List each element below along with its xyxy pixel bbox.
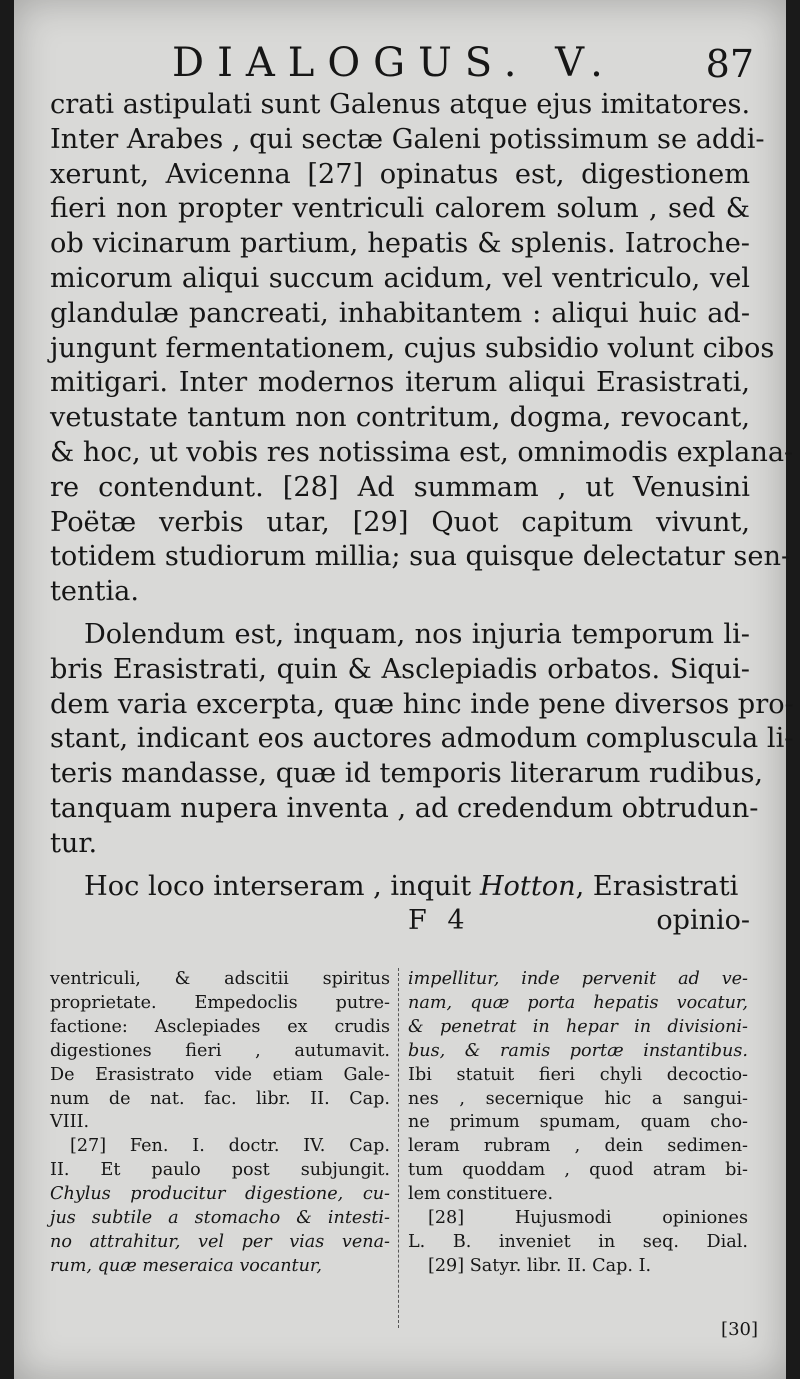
footnotes-left-column <box>50 968 390 1279</box>
footnote-line: impellitur, inde pervenit ad ve- <box>408 969 748 989</box>
paragraph-1-line: mitigari. Inter modernos iterum aliqui Erasistrati, <box>50 367 750 399</box>
signature-mark: F 4 <box>408 905 471 937</box>
footnote-line: lem constituere. <box>408 1184 554 1205</box>
paragraph-1-line: re contendunt. [28] Ad summam , ut Venusini <box>50 471 750 503</box>
page-header <box>14 40 786 90</box>
footnote-line: no attrahitur, vel per vias vena- <box>50 1231 390 1252</box>
footnote-line: factione: Asclepiades ex crudis <box>50 1016 390 1037</box>
footnotes-right-column <box>408 968 748 1279</box>
footnote-line: leram rubram , dein sedimen- <box>408 1136 748 1157</box>
footnote-line: num de nat. fac. libr. II. Cap. <box>50 1088 390 1109</box>
paragraph-3-start: Hoc loco interseram , inquit <box>84 870 472 902</box>
paragraph-1-line: tentia. <box>50 576 139 608</box>
paragraph-1-line: crati astipulati sunt Galenus atque ejus imitatores. <box>50 89 751 120</box>
paragraph-1-line: ob vicinarum partium, hepatis & splenis. Iatroche- <box>50 228 750 260</box>
footnote-line: tum quoddam , quod atram bi- <box>408 1160 748 1181</box>
footnote-line: rum, quæ meseraica vocantur, <box>50 1255 323 1276</box>
footnote-line: proprietate. Empedoclis putre- <box>50 992 390 1013</box>
footnote-line: nam, quæ porta hepatis vocatur, <box>408 992 748 1013</box>
book-page <box>14 0 794 1379</box>
footnote-line: jus subtile a stomacho & intesti- <box>50 1208 390 1229</box>
paragraph-2-line: Dolendum est, inquam, nos injuria temporum li- <box>84 618 750 650</box>
catchword: opinio- <box>656 905 750 937</box>
paragraph-2-line: bris Erasistrati, quin & Asclepiadis orbatos. Siqui- <box>50 653 750 685</box>
footnote-line: II. Et paulo post subjungit. <box>50 1160 390 1181</box>
page-number: 87 <box>705 42 754 86</box>
footnote-line: bus, & ramis portæ instantibus. <box>408 1040 748 1061</box>
paragraph-2-line: stant, indicant eos auctores admodum compluscula li- <box>50 723 794 755</box>
footnote-line: & penetrat in hepar in divisioni- <box>408 1016 748 1037</box>
paragraph-2-line: teris mandasse, quæ id temporis literarum rudibus, <box>50 758 764 790</box>
signature-row <box>50 904 750 940</box>
paragraph-1-line: glandulæ pancreati, inhabitantem : aliqui huic ad- <box>50 297 750 329</box>
paragraph-2-line: dem varia excerpta, quæ hinc inde pene diversos pro- <box>50 688 794 720</box>
footnote-line: L. B. inveniet in seq. Dial. <box>408 1231 748 1252</box>
paragraph-1 <box>50 88 794 610</box>
paragraph-1-line: micorum aliqui succum acidum, vel ventriculo, vel <box>50 262 750 294</box>
paragraph-2 <box>50 618 794 862</box>
footnote-line: VIII. <box>50 1112 90 1133</box>
author-name: Hotton <box>479 870 576 902</box>
paragraph-2-line: tanquam nupera inventa , ad credendum obtrudun- <box>50 792 759 824</box>
footnote-line: [29] Satyr. libr. II. Cap. I. <box>428 1255 652 1276</box>
paragraph-1-line: & hoc, ut vobis res notissima est, omnimodis explana- <box>50 436 794 468</box>
footnote-catchword: [30] <box>721 1319 758 1340</box>
main-text <box>50 88 794 940</box>
footnote-line: [28] Hujusmodi opiniones <box>428 1208 748 1229</box>
footnote-line: Ibi statuit fieri chyli decoctio- <box>408 1064 748 1085</box>
paragraph-1-line: Poëtæ verbis utar, [29] Quot capitum vivunt, <box>50 506 750 538</box>
footnote-line: ventriculi, & adscitii spiritus <box>50 969 390 989</box>
column-divider <box>398 968 400 1328</box>
paragraph-1-line: Inter Arabes , qui sectæ Galeni potissimum se addi- <box>50 123 765 155</box>
running-title: DIALOGUS. V. <box>172 40 616 86</box>
paragraph-2-line: tur. <box>50 827 98 859</box>
paragraph-3-line <box>50 870 750 905</box>
footnote-line: ne primum spumam, quam cho- <box>408 1112 748 1133</box>
paragraph-3-end: , Erasistrati <box>575 870 739 902</box>
footnote-line: [27] Fen. I. doctr. IV. Cap. <box>70 1136 390 1157</box>
paragraph-1-line: xerunt, Avicenna [27] opinatus est, digestionem <box>50 158 750 190</box>
footnote-line: Chylus producitur digestione, cu- <box>50 1184 390 1205</box>
paragraph-3 <box>50 870 750 905</box>
footnote-line: nes , secernique hic a sangui- <box>408 1088 748 1109</box>
paragraph-1-line: vetustate tantum non contritum, dogma, revocant, <box>50 402 750 434</box>
paragraph-1-line: jungunt fermentationem, cujus subsidio volunt cibos <box>50 332 775 364</box>
footnote-line: De Erasistrato vide etiam Gale- <box>50 1064 390 1085</box>
footnote-line: digestiones fieri , autumavit. <box>50 1040 390 1061</box>
paragraph-1-line: fieri non propter ventriculi calorem solum , sed & <box>50 193 750 225</box>
paragraph-1-line: totidem studiorum millia; sua quisque delectatur sen- <box>50 541 791 573</box>
